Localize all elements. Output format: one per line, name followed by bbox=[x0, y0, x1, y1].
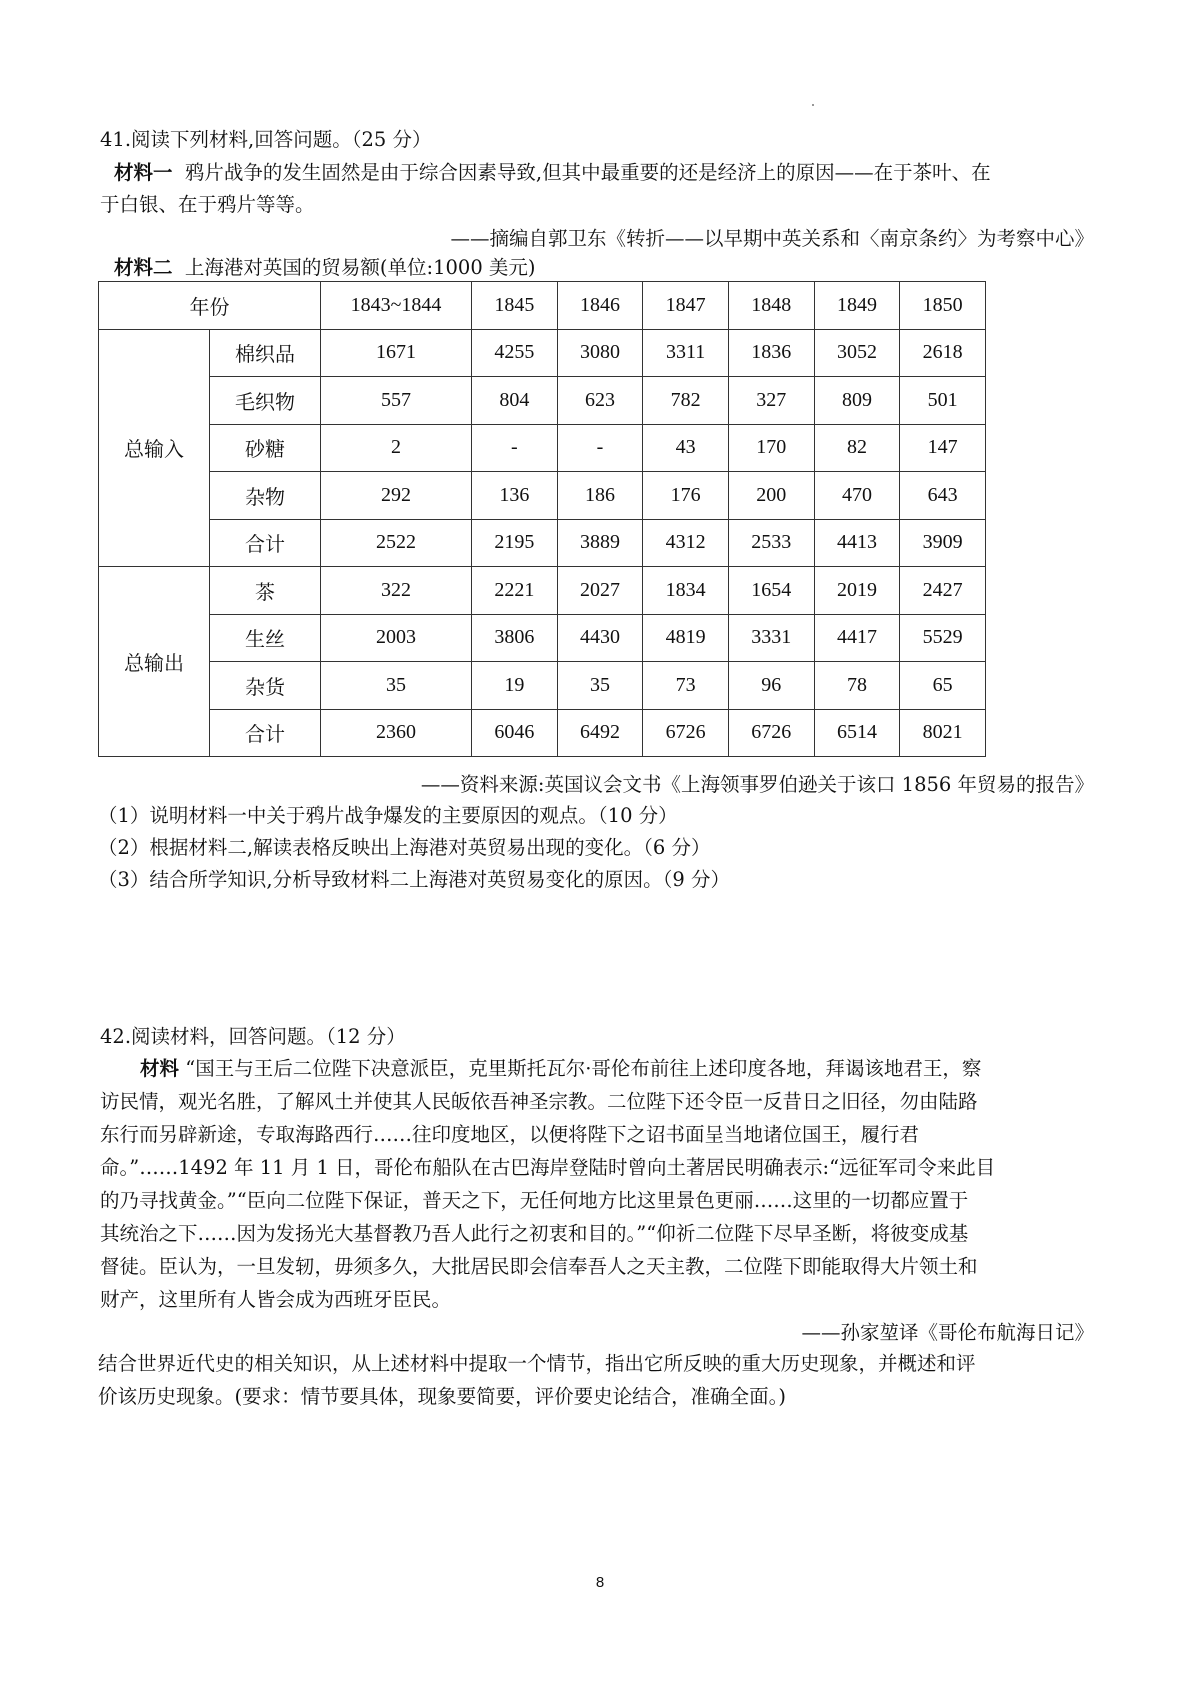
value-cell: 1671 bbox=[321, 329, 472, 377]
q42-heading: 42.阅读材料，回答问题。（12 分） bbox=[100, 1025, 406, 1048]
value-cell: 147 bbox=[900, 424, 986, 472]
value-cell: 65 bbox=[900, 662, 986, 710]
value-cell: 292 bbox=[321, 472, 472, 520]
q42-source: ——孙家堃译《哥伦布航海日记》 bbox=[801, 1321, 1094, 1344]
year-cell: 1846 bbox=[557, 282, 643, 330]
import-group-label: 总输入 bbox=[99, 329, 210, 567]
q41-material2-source: ——资料来源:英国议会文书《上海领事罗伯逊关于该口 1856 年贸易的报告》 bbox=[420, 773, 1094, 796]
q41-sub-question-1: （1）说明材料一中关于鸦片战争爆发的主要原因的观点。（10 分） bbox=[98, 804, 678, 827]
item-label: 杂物 bbox=[210, 472, 321, 520]
table-row bbox=[99, 424, 986, 472]
item-label: 杂货 bbox=[210, 662, 321, 710]
scan-speck bbox=[812, 104, 814, 106]
value-cell: 6046 bbox=[472, 709, 558, 757]
value-cell: 3909 bbox=[900, 519, 986, 567]
value-cell: 327 bbox=[728, 377, 814, 425]
value-cell: 136 bbox=[472, 472, 558, 520]
item-label: 棉织品 bbox=[210, 329, 321, 377]
value-cell: 2533 bbox=[728, 519, 814, 567]
q41-material2-title: 上海港对英国的贸易额(单位:1000 美元) bbox=[184, 256, 536, 279]
q42-task-line-2: 价该历史现象。(要求：情节要具体，现象要简要，评价要史论结合，准确全面。) bbox=[98, 1385, 786, 1408]
value-cell: 557 bbox=[321, 377, 472, 425]
item-label: 茶 bbox=[210, 567, 321, 615]
value-cell: 809 bbox=[814, 377, 900, 425]
table-row bbox=[99, 377, 986, 425]
value-cell: 19 bbox=[472, 662, 558, 710]
value-cell: 2522 bbox=[321, 519, 472, 567]
value-cell: 2360 bbox=[321, 709, 472, 757]
q41-material1-label: 材料一 bbox=[114, 161, 173, 184]
value-cell: 2195 bbox=[472, 519, 558, 567]
value-cell: 2618 bbox=[900, 329, 986, 377]
item-label: 毛织物 bbox=[210, 377, 321, 425]
value-cell: 3311 bbox=[643, 329, 729, 377]
q42-line-1 bbox=[140, 1055, 981, 1083]
value-cell: 4417 bbox=[814, 614, 900, 662]
value-cell: 170 bbox=[728, 424, 814, 472]
table-row bbox=[99, 614, 986, 662]
item-label: 合计 bbox=[210, 519, 321, 567]
q42-text: “国王与王后二位陛下决意派臣，克里斯托瓦尔·哥伦布前往上述印度各地，拜谒该地君王，察 bbox=[185, 1057, 982, 1080]
q41-heading: 41.阅读下列材料,回答问题。（25 分） bbox=[100, 128, 432, 151]
value-cell: 35 bbox=[321, 662, 472, 710]
value-cell: 2003 bbox=[321, 614, 472, 662]
value-cell: - bbox=[472, 424, 558, 472]
year-cell: 1849 bbox=[814, 282, 900, 330]
value-cell: 643 bbox=[900, 472, 986, 520]
value-cell: 3889 bbox=[557, 519, 643, 567]
trade-table bbox=[98, 281, 986, 757]
q41-material2-label: 材料二 bbox=[114, 256, 173, 279]
value-cell: 3331 bbox=[728, 614, 814, 662]
value-cell: 2019 bbox=[814, 567, 900, 615]
q42-line-5: 的乃寻找黄金。”“臣向二位陛下保证，普天之下，无任何地方比这里景色更丽……这里的一切都应置于 bbox=[100, 1189, 969, 1212]
value-cell: 43 bbox=[643, 424, 729, 472]
value-cell: 804 bbox=[472, 377, 558, 425]
q41-sub-question-2: （2）根据材料二,解读表格反映出上海港对英贸易出现的变化。（6 分） bbox=[98, 836, 711, 859]
q41-material1-source: ——摘编自郭卫东《转折——以早期中英关系和〈南京条约〉为考察中心》 bbox=[450, 227, 1094, 250]
q42-line-3: 东行而另辟新途，专取海路西行……往印度地区，以便将陛下之诏书面呈当地诸位国王，履行君 bbox=[100, 1123, 920, 1146]
value-cell: 6726 bbox=[728, 709, 814, 757]
q42-line-6: 其统治之下……因为发扬光大基督教乃吾人此行之初衷和目的。”“仰祈二位陛下尽早圣断，将彼变成基 bbox=[100, 1222, 969, 1245]
table-row bbox=[99, 329, 986, 377]
table-header-row bbox=[99, 282, 986, 330]
page-number: 8 bbox=[595, 1574, 605, 1591]
value-cell: 2 bbox=[321, 424, 472, 472]
value-cell: 4819 bbox=[643, 614, 729, 662]
value-cell: 6726 bbox=[643, 709, 729, 757]
value-cell: 5529 bbox=[900, 614, 986, 662]
q41-material1-line2: 于白银、在于鸦片等等。 bbox=[100, 193, 315, 216]
value-cell: 176 bbox=[643, 472, 729, 520]
value-cell: 6492 bbox=[557, 709, 643, 757]
q41-material1-line1 bbox=[114, 159, 991, 187]
year-cell: 1843~1844 bbox=[321, 282, 472, 330]
table-row bbox=[99, 567, 986, 615]
table-row bbox=[99, 662, 986, 710]
value-cell: 4413 bbox=[814, 519, 900, 567]
year-cell: 1847 bbox=[643, 282, 729, 330]
q42-material-label: 材料 bbox=[140, 1057, 180, 1080]
value-cell: - bbox=[557, 424, 643, 472]
value-cell: 4312 bbox=[643, 519, 729, 567]
q41-material2-caption bbox=[114, 254, 536, 282]
year-cell: 1845 bbox=[472, 282, 558, 330]
value-cell: 3806 bbox=[472, 614, 558, 662]
q41-sub-question-3: （3）结合所学知识,分析导致材料二上海港对英贸易变化的原因。（9 分） bbox=[98, 868, 730, 891]
value-cell: 73 bbox=[643, 662, 729, 710]
table-row bbox=[99, 472, 986, 520]
item-label: 合计 bbox=[210, 709, 321, 757]
value-cell: 3080 bbox=[557, 329, 643, 377]
table-row bbox=[99, 519, 986, 567]
value-cell: 322 bbox=[321, 567, 472, 615]
value-cell: 3052 bbox=[814, 329, 900, 377]
table-row bbox=[99, 709, 986, 757]
value-cell: 8021 bbox=[900, 709, 986, 757]
value-cell: 501 bbox=[900, 377, 986, 425]
value-cell: 623 bbox=[557, 377, 643, 425]
q42-line-4: 命。”……1492 年 11 月 1 日，哥伦布船队在古巴海岸登陆时曾向土著居民明确表示:“远征军司令来此目 bbox=[100, 1156, 996, 1179]
value-cell: 4430 bbox=[557, 614, 643, 662]
q42-task-line-1: 结合世界近代史的相关知识，从上述材料中提取一个情节，指出它所反映的重大历史现象，并概述和评 bbox=[98, 1352, 976, 1375]
year-header-cell: 年份 bbox=[99, 282, 321, 330]
export-group-label: 总输出 bbox=[99, 567, 210, 757]
year-cell: 1850 bbox=[900, 282, 986, 330]
value-cell: 2427 bbox=[900, 567, 986, 615]
value-cell: 1836 bbox=[728, 329, 814, 377]
value-cell: 782 bbox=[643, 377, 729, 425]
value-cell: 470 bbox=[814, 472, 900, 520]
value-cell: 1834 bbox=[643, 567, 729, 615]
value-cell: 6514 bbox=[814, 709, 900, 757]
value-cell: 4255 bbox=[472, 329, 558, 377]
q42-line-7: 督徒。臣认为，一旦发轫，毋须多久，大批居民即会信奉吾人之天主教，二位陛下即能取得大片领土和 bbox=[100, 1255, 978, 1278]
year-cell: 1848 bbox=[728, 282, 814, 330]
q42-line-8: 财产，这里所有人皆会成为西班牙臣民。 bbox=[100, 1288, 452, 1311]
value-cell: 82 bbox=[814, 424, 900, 472]
value-cell: 1654 bbox=[728, 567, 814, 615]
value-cell: 35 bbox=[557, 662, 643, 710]
value-cell: 186 bbox=[557, 472, 643, 520]
value-cell: 2027 bbox=[557, 567, 643, 615]
value-cell: 78 bbox=[814, 662, 900, 710]
q42-line-2: 访民情，观光名胜，了解风土并使其人民皈依吾神圣宗教。二位陛下还令臣一反昔日之旧径，勿由陆路 bbox=[100, 1090, 978, 1113]
value-cell: 2221 bbox=[472, 567, 558, 615]
item-label: 砂糖 bbox=[210, 424, 321, 472]
value-cell: 200 bbox=[728, 472, 814, 520]
value-cell: 96 bbox=[728, 662, 814, 710]
item-label: 生丝 bbox=[210, 614, 321, 662]
q41-material1-text1: 鸦片战争的发生固然是由于综合因素导致,但其中最重要的还是经济上的原因——在于茶叶、在 bbox=[184, 161, 991, 184]
